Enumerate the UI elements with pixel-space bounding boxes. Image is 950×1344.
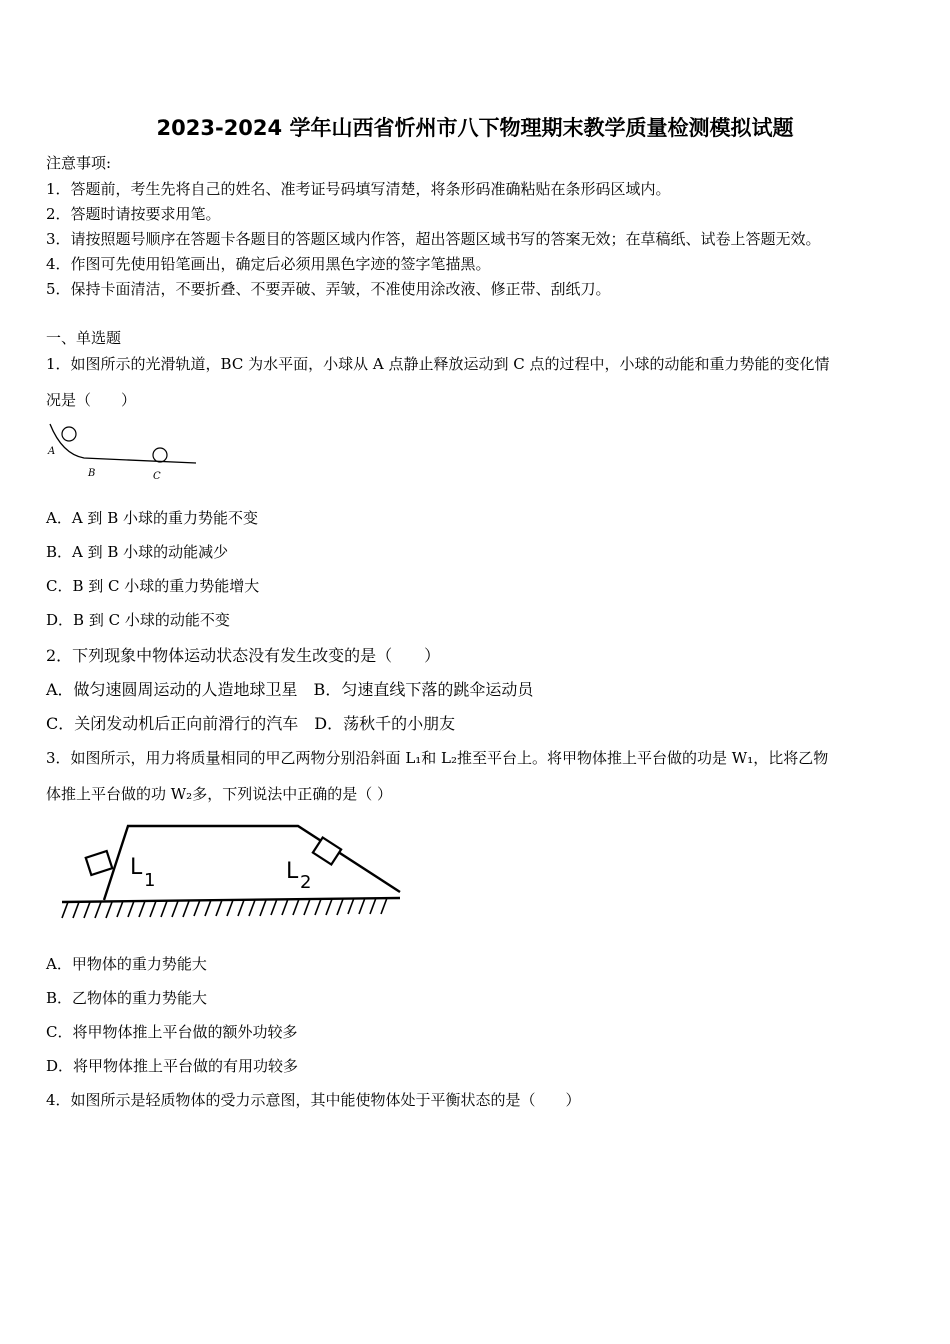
section-heading: 一、单选题 [46,329,122,347]
q3-option-a: A．甲物体的重力势能大 [46,955,207,973]
q1-stem-line2: 况是（ ） [46,391,137,409]
q3-label-l2-sub: 2 [300,872,312,893]
notice-item-5: 5．保持卡面清洁，不要折叠、不要弄破、弄皱，不准使用涂改液、修正带、刮纸刀。 [46,280,611,298]
notice-item-3: 3．请按照题号顺序在答题卡各题目的答题区域内作答，超出答题区域书写的答案无效；在草稿纸、试卷上答题无效。 [46,230,821,248]
q3-option-c: C．将甲物体推上平台做的额外功较多 [46,1023,298,1041]
q3-stem-line1: 3．如图所示，用力将质量相同的甲乙两物分别沿斜面 L₁和 L₂推至平台上。将甲物体推上平台做的功是 W₁，比将乙物 [46,749,829,767]
q1-option-b: B．A 到 B 小球的动能减少 [46,543,229,561]
q1-label-b: B [88,468,96,479]
q2-options-row2: C．关闭发动机后正向前滑行的汽车 D．荡秋千的小朋友 [46,714,456,733]
q1-label-a: A [48,446,56,457]
q3-label-l2: L [286,859,299,884]
notice-item-4: 4．作图可先使用铅笔画出，确定后必须用黑色字迹的签字笔描黑。 [46,255,491,273]
q2-stem: 2．下列现象中物体运动状态没有发生改变的是（ ） [46,646,441,665]
q3-incline-figure [58,818,408,930]
q1-ball-a [62,427,76,441]
notice-heading: 注意事项: [46,154,112,172]
q1-option-a: A．A 到 B 小球的重力势能不变 [46,509,258,527]
q3-label-l1-sub: 1 [144,870,156,891]
q3-label-l1: L [130,855,143,880]
q3-stem-line2: 体推上平台做的功 W₂多，下列说法中正确的是（ ） [46,785,392,803]
page-title: 2023-2024 学年山西省忻州市八下物理期末教学质量检测模拟试题 [156,116,794,140]
q1-option-d: D．B 到 C 小球的动能不变 [46,611,230,629]
q3-option-b: B．乙物体的重力势能大 [46,989,208,1007]
q3-option-d: D．将甲物体推上平台做的有用功较多 [46,1057,299,1075]
q3-box-jia [86,851,112,875]
notice-item-1: 1．答题前，考生先将自己的姓名、准考证号码填写清楚，将条形码准确粘贴在条形码区域内。 [46,180,671,198]
q1-option-c: C．B 到 C 小球的重力势能增大 [46,577,260,595]
notice-item-2: 2．答题时请按要求用笔。 [46,205,221,223]
q2-options-row1: A．做匀速圆周运动的人造地球卫星 B．匀速直线下落的跳伞运动员 [46,680,534,699]
q3-box-yi [313,837,341,864]
q4-stem: 4．如图所示是轻质物体的受力示意图，其中能使物体处于平衡状态的是（ ） [46,1091,581,1109]
q1-ball-c [153,448,167,462]
q1-stem-line1: 1．如图所示的光滑轨道，BC 为水平面，小球从 A 点静止释放运动到 C 点的过程中，小球的动能和重力势能的变化情 [46,355,830,373]
q1-label-c: C [153,471,161,482]
q1-track-figure [44,418,204,484]
